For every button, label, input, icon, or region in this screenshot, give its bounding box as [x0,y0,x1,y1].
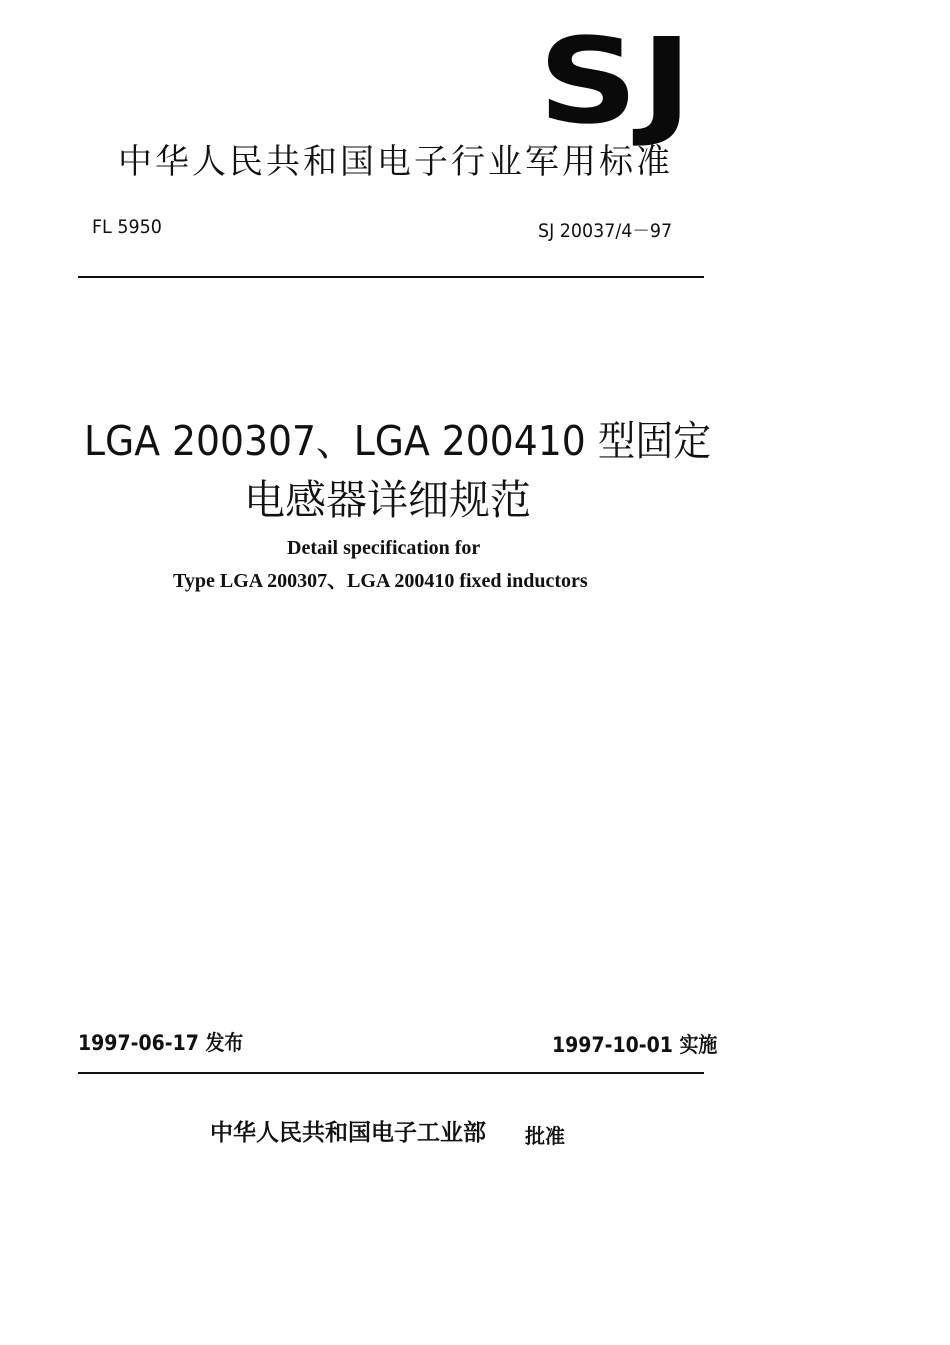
implementation-date: 1997-10-01 实施 [552,1033,718,1057]
approval-label: 批准 [525,1124,565,1148]
sj-logo: SJ [538,12,695,150]
issue-date: 1997-06-17 发布 [78,1031,244,1055]
bottom-divider [78,1072,704,1074]
classification-code: FL 5950 [92,216,162,238]
standard-number: SJ 20037/4－97 [538,220,673,242]
standard-category-title: 中华人民共和国电子行业军用标准 [118,142,673,182]
approving-authority: 中华人民共和国电子工业部 [210,1120,486,1146]
document-title-en-line2: Type LGA 200307、LGA 200410 fixed inductors [173,570,588,592]
top-divider [78,276,704,278]
document-title-zh-line2: 电感器详细规范 [244,476,531,524]
document-title-zh-line1: LGA 200307、LGA 200410 型固定 [84,417,711,465]
document-title-en-line1: Detail specification for [287,537,481,559]
